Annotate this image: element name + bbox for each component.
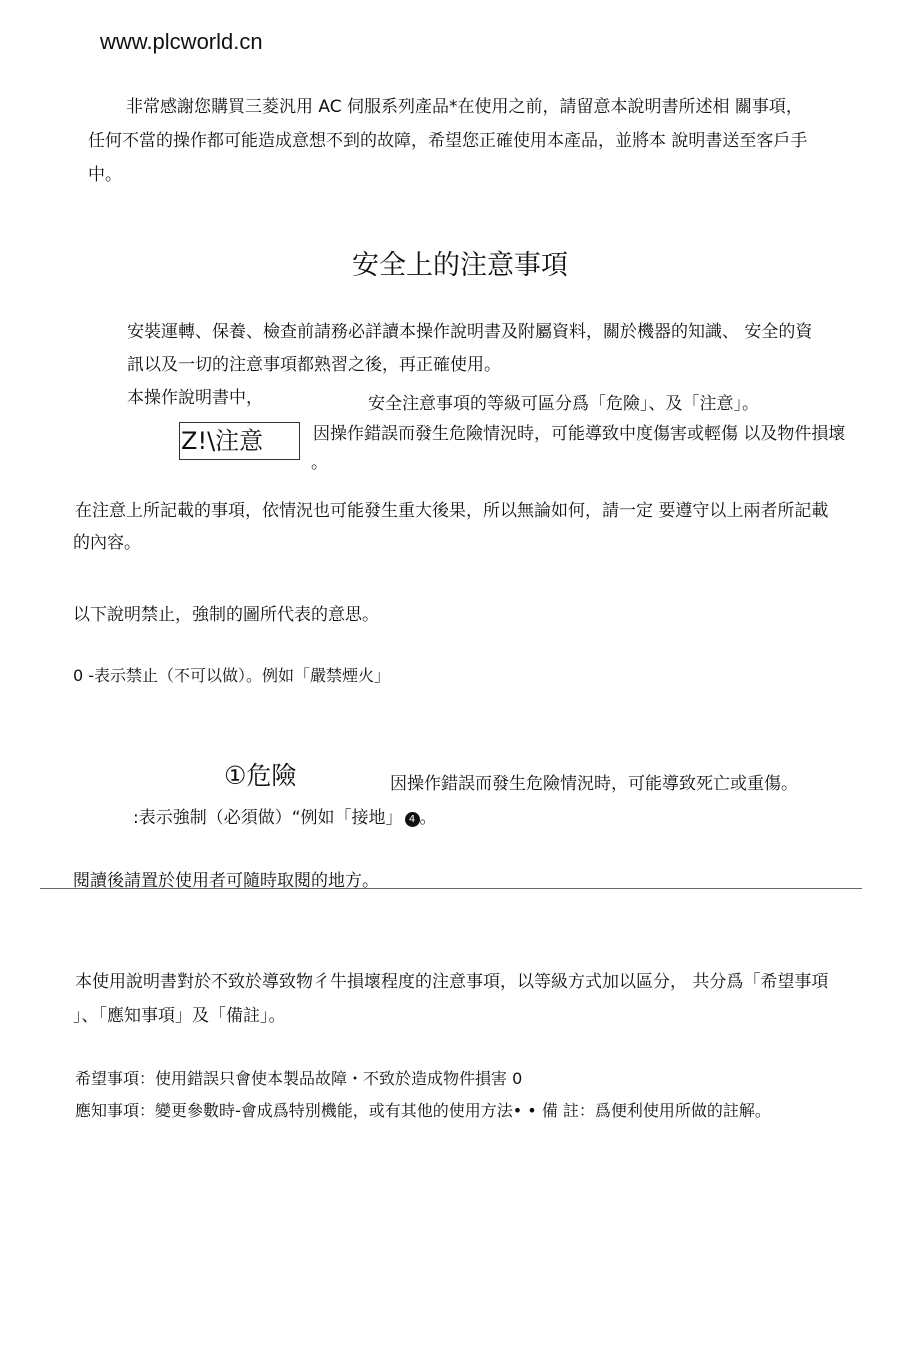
- divider: [40, 888, 862, 889]
- caution-desc-line-2: 。: [311, 453, 328, 473]
- keep-manual-line: 閱讀後請置於使用者可隨時取閱的地方。: [73, 871, 379, 891]
- danger-desc: 因操作錯誤而發生危險情況時，可能導致死亡或重傷。: [390, 774, 798, 794]
- intro-line-1: 非常感謝您購買三菱汎用 AC 伺服系列產品*在使用之前，請留意本說明書所述相 關事項，: [126, 97, 803, 117]
- mandatory-line: [133, 803, 437, 828]
- hope-item: 希望事項：使用錯誤只會使本製品故障・不致於造成物件損害 0: [75, 1069, 523, 1088]
- mandatory-text: :表示強制（必須做）“例如「接地」: [133, 808, 403, 828]
- mandatory-end: 。: [419, 808, 437, 828]
- symbols-intro: 以下說明禁止，強制的圖所代表的意思。: [73, 605, 379, 625]
- intro-line-2: 任何不當的操作都可能造成意想不到的故障，希望您正確使用本產品，並將本 說明書送至客戶手: [88, 131, 808, 151]
- section-title: 安全上的注意事項: [352, 250, 568, 281]
- intro-line-3: 中。: [88, 165, 122, 185]
- levels-text: 安全注意事項的等級可區分爲「危險」、及「注意」。: [368, 394, 759, 414]
- site-url: www.plcworld.cn: [100, 29, 263, 54]
- ground-mark-icon: 4: [405, 812, 420, 827]
- safety-para-line-1: 安裝運轉、保養、檢查前請務必詳讀本操作說明書及附屬資料，關於機器的知識、 安全的資: [127, 322, 813, 342]
- caution-desc-line-1: 因操作錯誤而發生危險情況時，可能導致中度傷害或輕傷 以及物件損壞: [313, 424, 846, 444]
- safety-para-line-2: 訊以及一切的注意事項都熟習之後，再正確使用。: [127, 355, 501, 375]
- levels2-line-2: 」、「應知事項」及「備註」。: [73, 1006, 286, 1026]
- danger-label: ①危險: [224, 761, 297, 790]
- know-item: 應知事項：變更參數時-會成爲特別機能，或有其他的使用方法• • 備 註：爲便利使用所做的註解。: [75, 1101, 771, 1120]
- caution-label-box: Z!\注意: [179, 422, 300, 460]
- levels-prefix: 本操作說明書中，: [127, 388, 263, 408]
- prohibit-line: 0 -表示禁止（不可以做）。例如「嚴禁煙火」: [73, 666, 391, 685]
- note-line-1: 在注意上所記載的事項，依情況也可能發生重大後果，所以無論如何，請一定 要遵守以上兩者所記載: [75, 501, 829, 521]
- note-line-2: 的內容。: [73, 533, 141, 553]
- levels2-line-1: 本使用說明書對於不致於導致物彳牛損壞程度的注意事項，以等級方式加以區分， 共分爲「希望事項: [75, 972, 829, 992]
